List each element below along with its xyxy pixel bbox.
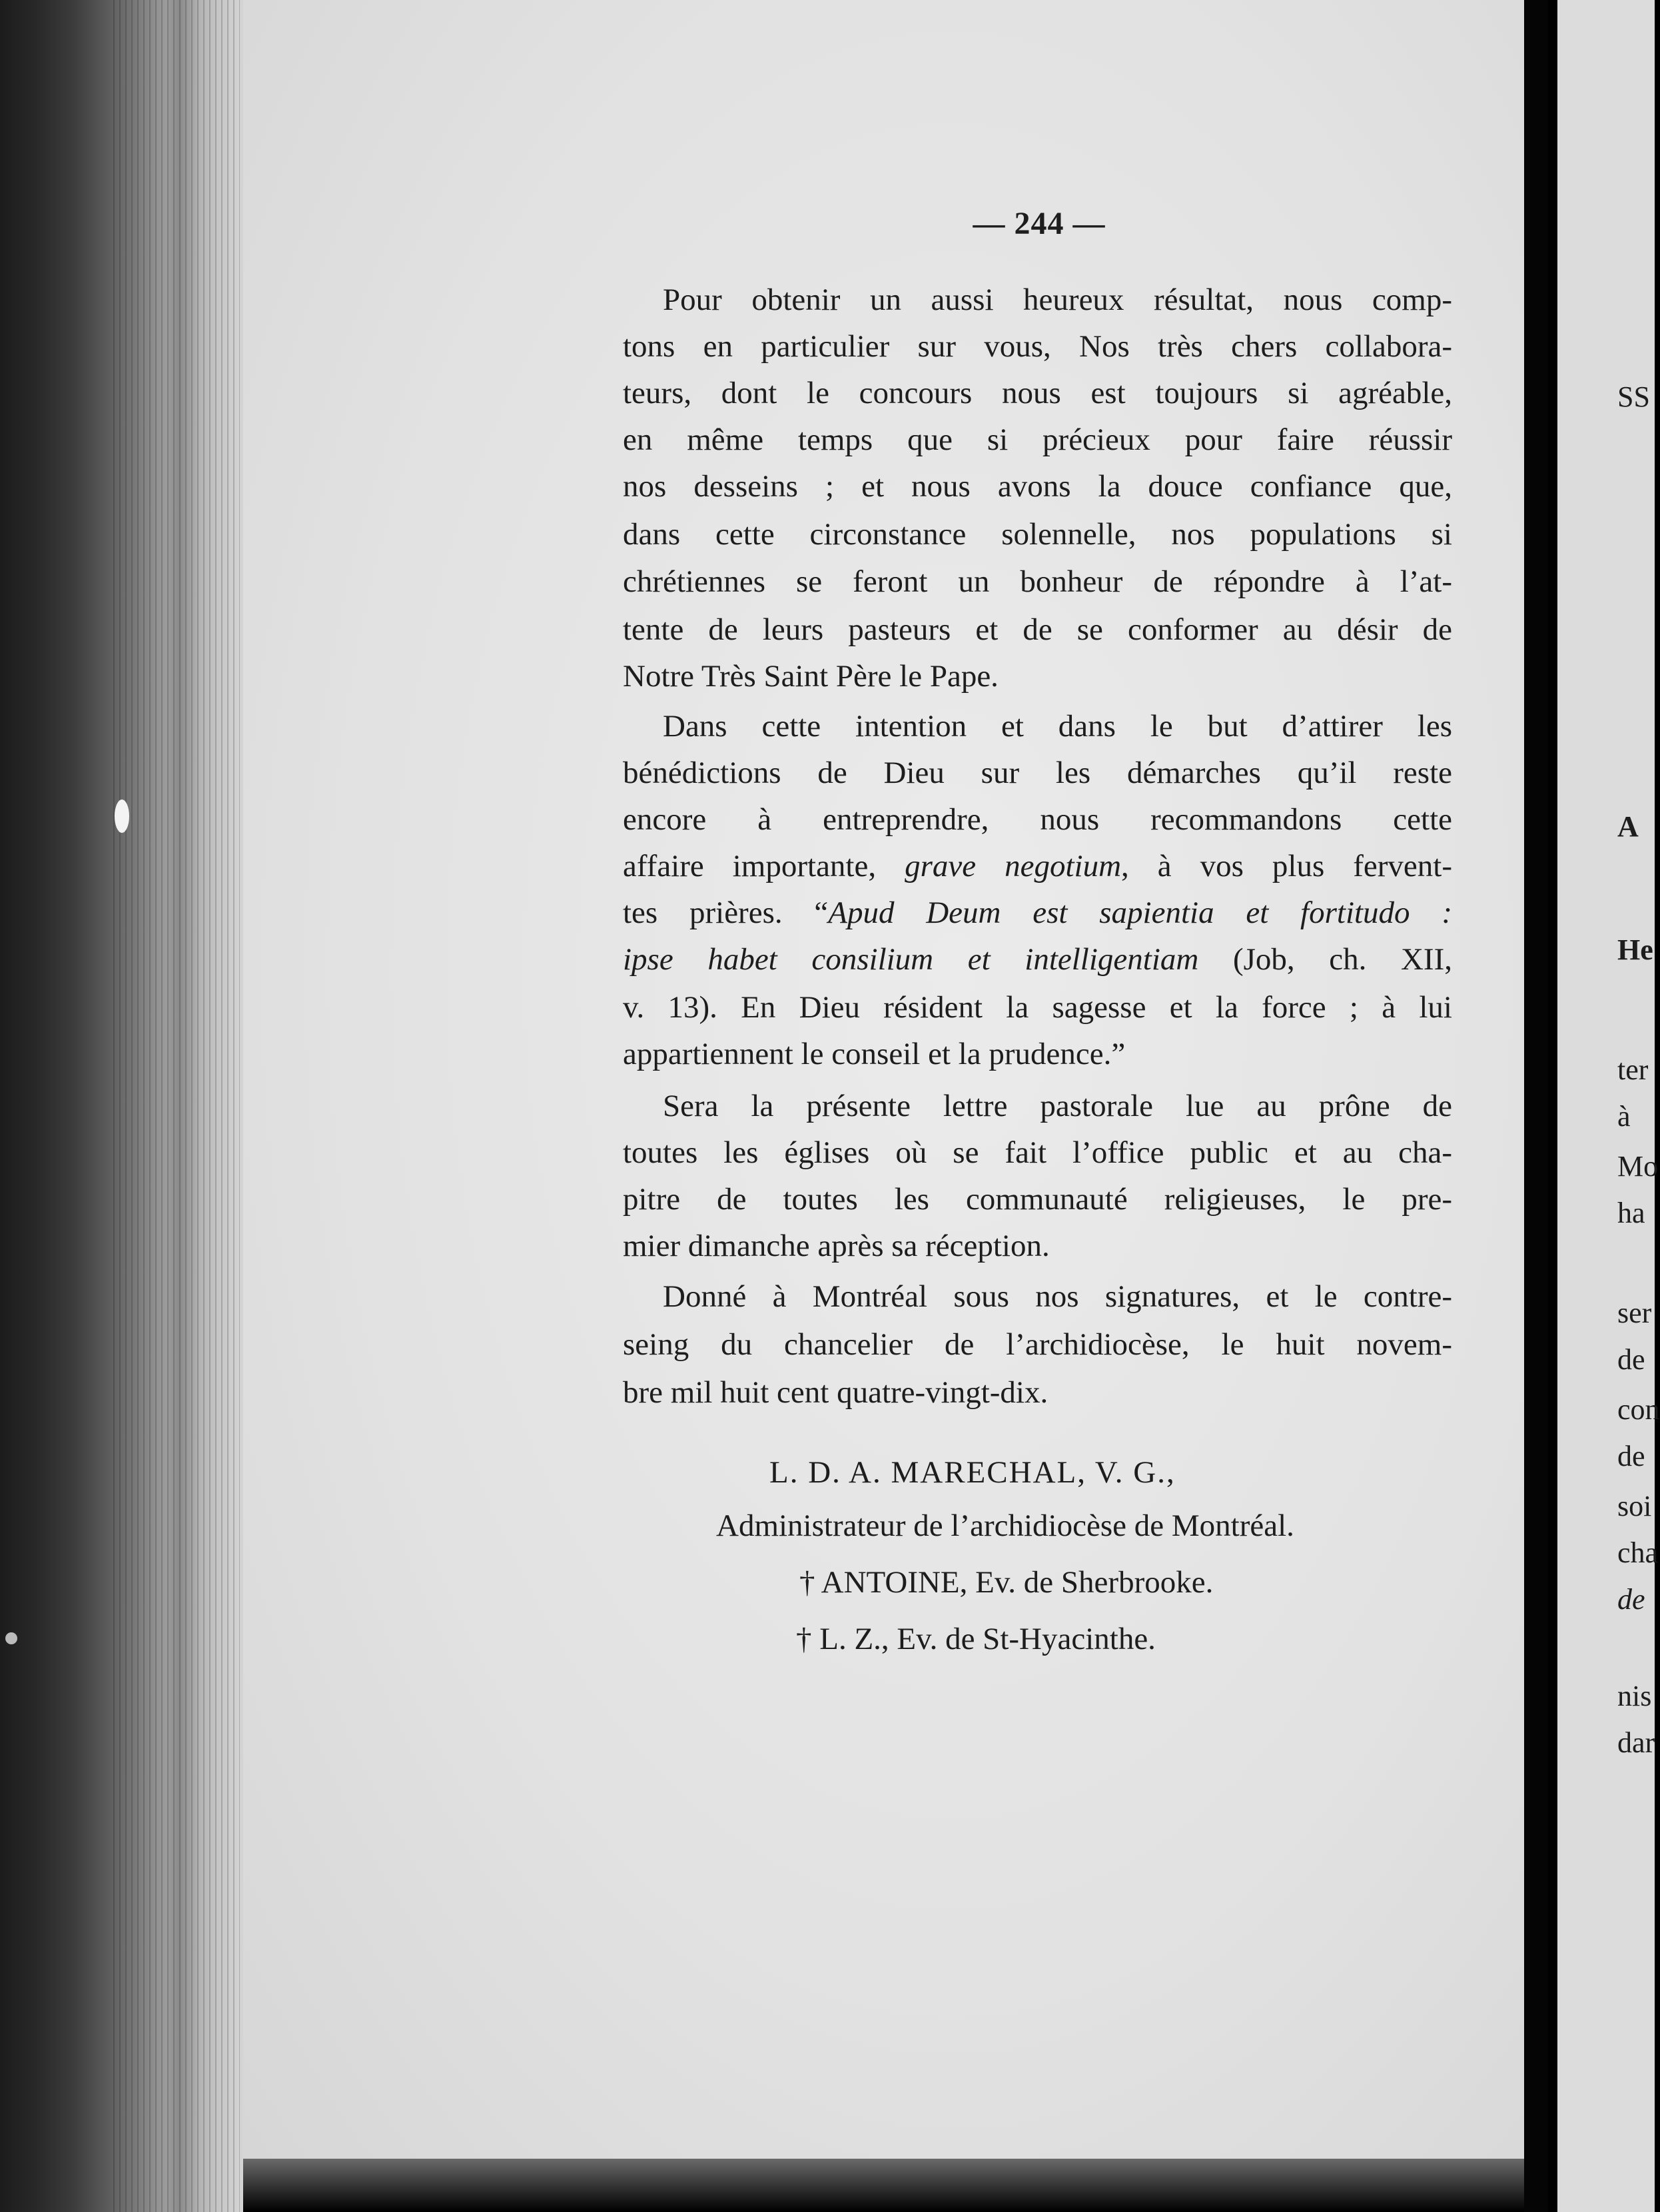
- text-line: toutes les églises où se fait l’office public et au cha-: [623, 1135, 1452, 1170]
- signature-antoine: † ANTOINE, Ev. de Sherbrooke.: [799, 1565, 1214, 1600]
- latin-quotation: Apud Deum est sapientia et fortitudo :: [828, 895, 1452, 930]
- text-span: (Job, ch. XII,: [1198, 942, 1452, 977]
- adjacent-page-fragment: soi: [1617, 1490, 1652, 1522]
- latin-phrase: grave negotium: [905, 849, 1122, 883]
- edge-blemish: [5, 1632, 17, 1644]
- text-line: bénédictions de Dieu sur les démarches qu’il reste: [623, 756, 1452, 790]
- text-line: encore à entreprendre, nous recommandons cette: [623, 802, 1452, 837]
- text-line: dans cette circonstance solennelle, nos populations si: [623, 517, 1452, 552]
- adjacent-page-fragment: à: [1617, 1100, 1631, 1133]
- adjacent-page-fragment: ser: [1617, 1297, 1652, 1329]
- text-line: Donné à Montréal sous nos signatures, et le contre-: [663, 1279, 1452, 1314]
- text-line: nos desseins ; et nous avons la douce confiance que,: [623, 469, 1452, 504]
- text-line: chrétiennes se feront un bonheur de répondre à l’at-: [623, 564, 1452, 599]
- edge-blemish: [115, 800, 129, 833]
- page-gutter: [1524, 0, 1548, 2212]
- page-number: — 244 —: [973, 206, 1106, 241]
- text-line: en même temps que si précieux pour faire réussir: [623, 422, 1452, 457]
- adjacent-page-fragment: A: [1617, 810, 1639, 843]
- adjacent-page-fragment: SS: [1617, 380, 1650, 413]
- text-line: Notre Très Saint Père le Pape.: [623, 659, 999, 694]
- text-line: Dans cette intention et dans le but d’attirer les: [663, 709, 1452, 744]
- text-line: appartiennent le conseil et la prudence.”: [623, 1037, 1126, 1071]
- text-line: mier dimanche après sa réception.: [623, 1229, 1050, 1263]
- text-line: v. 13). En Dieu résident la sagesse et la force ; à lui: [623, 990, 1452, 1025]
- text-line: tons en particulier sur vous, Nos très chers collabora-: [623, 329, 1452, 364]
- adjacent-page-fragment: de: [1617, 1440, 1645, 1472]
- latin-quotation: ipse habet consilium et intelligentiam: [623, 942, 1199, 977]
- text-span: affaire importante,: [623, 849, 905, 883]
- page-edge-stack: [113, 0, 240, 2212]
- signature-marechal-title: Administrateur de l’archidiocèse de Montréal.: [716, 1508, 1294, 1543]
- adjacent-page-fragment: ter: [1617, 1053, 1649, 1086]
- page-bottom-edge: [243, 2159, 1532, 2212]
- text-line: [623, 939, 1452, 979]
- text-line: tente de leurs pasteurs et de se conformer au désir de: [623, 612, 1452, 647]
- adjacent-page-fragment: cha: [1617, 1536, 1659, 1569]
- adjacent-page-fragment: con: [1617, 1393, 1660, 1426]
- adjacent-page-fragment: de: [1617, 1343, 1645, 1376]
- adjacent-page-fragment: Mo: [1617, 1150, 1659, 1183]
- signature-lz: † L. Z., Ev. de St-Hyacinthe.: [796, 1622, 1156, 1656]
- text-line: teurs, dont le concours nous est toujours si agréable,: [623, 376, 1452, 410]
- signature-marechal: L. D. A. MARECHAL, V. G.,: [769, 1455, 1176, 1490]
- book-page: [243, 0, 1532, 2159]
- adjacent-page-fragment: He: [1617, 933, 1653, 966]
- adjacent-page-fragment: nis: [1617, 1680, 1652, 1712]
- text-line: Sera la présente lettre pastorale lue au prône de: [663, 1089, 1452, 1123]
- text-line: [623, 893, 1452, 933]
- adjacent-page-fragment: dar: [1617, 1726, 1655, 1759]
- text-line: [623, 846, 1452, 886]
- adjacent-page-fragment: ha: [1617, 1197, 1645, 1229]
- adjacent-page-edge: [1557, 0, 1655, 2212]
- adjacent-page-fragment: de: [1617, 1583, 1645, 1616]
- text-span: tes prières. “: [623, 895, 829, 930]
- text-line: bre mil huit cent quatre-vingt-dix.: [623, 1375, 1048, 1410]
- text-span: , à vos plus fervent-: [1121, 849, 1452, 883]
- text-line: Pour obtenir un aussi heureux résultat, nous comp-: [663, 282, 1452, 317]
- text-line: seing du chancelier de l’archidiocèse, le huit novem-: [623, 1327, 1452, 1362]
- text-line: pitre de toutes les communauté religieuses, le pre-: [623, 1182, 1452, 1217]
